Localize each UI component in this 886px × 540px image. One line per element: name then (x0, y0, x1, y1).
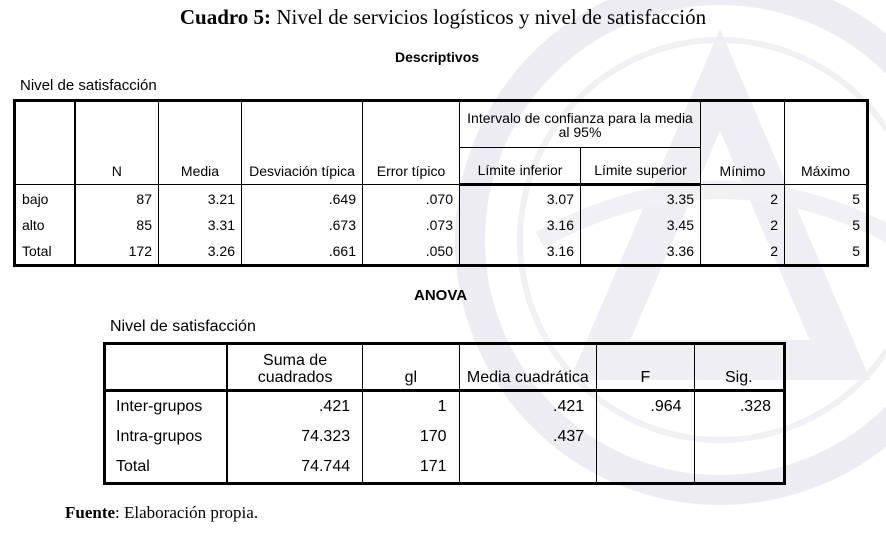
row-label: Total (15, 238, 75, 266)
header-media-cuadratica: Media cuadrática (459, 344, 597, 391)
cell-maximo: 5 (785, 238, 868, 266)
row-label: alto (15, 212, 75, 238)
cell-n: 172 (75, 238, 159, 266)
table-row (15, 185, 868, 213)
row-label: bajo (15, 185, 75, 213)
cell-limite-inferior: 3.16 (460, 212, 581, 238)
cell-sig (694, 422, 784, 452)
cell-minimo: 2 (701, 185, 785, 213)
cell-media (459, 452, 597, 484)
cell-gl: 171 (363, 452, 459, 484)
cell-suma: 74.323 (227, 422, 363, 452)
header-limite-superior: Límite superior (581, 148, 701, 185)
source-label: Fuente (65, 503, 116, 522)
cell-desviacion: .661 (242, 238, 363, 266)
cell-maximo: 5 (785, 212, 868, 238)
cell-error: .073 (363, 212, 460, 238)
cell-limite-superior: 3.45 (581, 212, 701, 238)
cell-gl: 1 (363, 391, 459, 423)
row-label: Total (105, 452, 228, 484)
table-row (15, 238, 868, 266)
header-suma: Suma de cuadrados (227, 344, 363, 391)
table-row (105, 452, 785, 484)
source-note (65, 503, 258, 523)
cell-error: .050 (363, 238, 460, 266)
header-f: F (597, 344, 694, 391)
header-maximo: Máximo (785, 101, 868, 185)
cell-gl: 170 (363, 422, 459, 452)
header-media: Media (159, 101, 242, 185)
cell-media: 3.31 (159, 212, 242, 238)
cell-media: 3.26 (159, 238, 242, 266)
cell-sig: .328 (694, 391, 784, 423)
descriptivos-title: Descriptivos (395, 49, 480, 65)
cell-media: .437 (459, 422, 597, 452)
header-limite-inferior: Límite inferior (460, 148, 581, 185)
header-intervalo: Intervalo de confianza para la media al 95% (460, 101, 701, 148)
source-text: : Elaboración propia. (115, 503, 259, 522)
cell-limite-inferior: 3.16 (460, 238, 581, 266)
cell-minimo: 2 (701, 212, 785, 238)
header-desviacion: Desviación típica (242, 101, 363, 185)
cell-limite-superior: 3.35 (581, 185, 701, 213)
caption-label: Cuadro 5: (179, 5, 272, 29)
caption-text: Nivel de servicios logísticos y nivel de satisfacción (276, 5, 707, 29)
corner-cell (15, 101, 75, 185)
cell-minimo: 2 (701, 238, 785, 266)
cell-media: 3.21 (159, 185, 242, 213)
cell-f (597, 422, 694, 452)
cell-suma: .421 (227, 391, 363, 423)
anova-title: ANOVA (414, 287, 468, 304)
descriptivos-variable-label: Nivel de satisfacción (20, 77, 157, 94)
cell-limite-inferior: 3.07 (460, 185, 581, 213)
cell-maximo: 5 (785, 185, 868, 213)
anova-variable-label: Nivel de satisfacción (110, 318, 256, 335)
anova-table (103, 342, 786, 485)
cell-n: 85 (75, 212, 159, 238)
cell-n: 87 (75, 185, 159, 213)
row-label: Intra-grupos (105, 422, 228, 452)
cell-sig (694, 452, 784, 484)
header-error: Error típico (363, 101, 460, 185)
cell-suma: 74.744 (227, 452, 363, 484)
table-row (15, 212, 868, 238)
corner-cell (105, 344, 228, 391)
descriptivos-body (15, 185, 868, 266)
cell-media: .421 (459, 391, 597, 423)
header-n: N (75, 101, 159, 185)
cell-limite-superior: 3.36 (581, 238, 701, 266)
cell-f (597, 452, 694, 484)
cell-desviacion: .649 (242, 185, 363, 213)
row-label: Inter-grupos (105, 391, 228, 423)
cell-error: .070 (363, 185, 460, 213)
table-row (105, 422, 785, 452)
header-minimo: Mínimo (701, 101, 785, 185)
table-row (105, 391, 785, 423)
header-sig: Sig. (694, 344, 784, 391)
descriptivos-table (13, 99, 869, 267)
cell-f: .964 (597, 391, 694, 423)
cell-desviacion: .673 (242, 212, 363, 238)
table-caption (0, 5, 886, 30)
header-gl: gl (363, 344, 459, 391)
